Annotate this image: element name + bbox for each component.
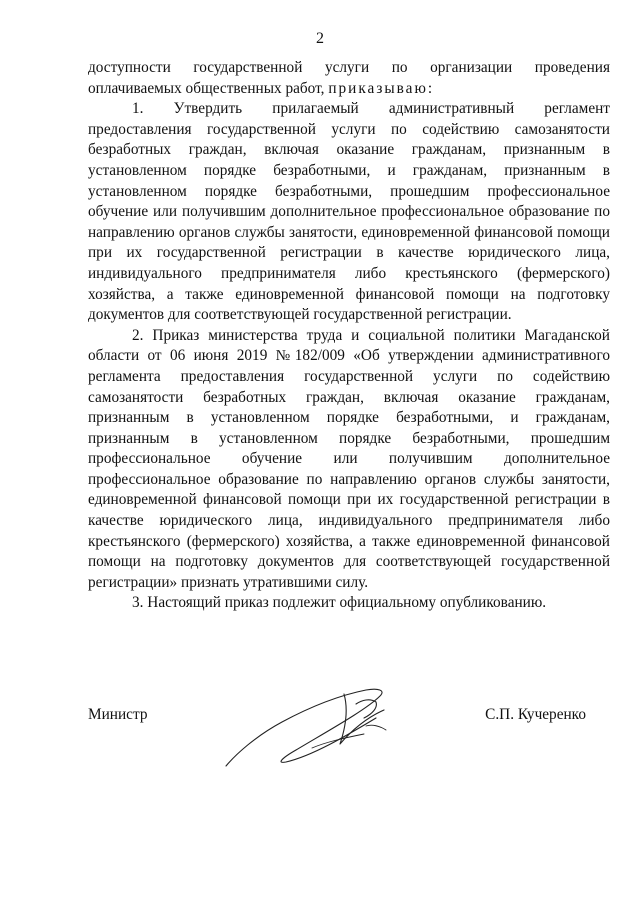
handwritten-signature bbox=[216, 684, 406, 774]
signature-block bbox=[88, 706, 610, 786]
paragraph-publication: 3. Настоящий приказ подлежит официальному опубликованию. bbox=[132, 594, 547, 612]
paragraph-approve-regulation: 1. Утвердить прилагаемый административный регламент предоставления государственной услуги по содействию самозанятости безработных граждан, включая оказание гражданам, признанным в установленном порядке безработными, и гражданам, признанным в установленном порядке безработными, прошедшим профессиональное обучение или получившим дополнительное профессиональное образование по направлению органов службы занятости, единовременной финансовой помощи при их государственной регистрации в качестве юридического лица, индивидуального предпринимателя либо крестьянского (фермерского) хозяйства, а также единовременной финансовой помощи на подготовку документов для соответствующей государственной регистрации. bbox=[88, 100, 610, 324]
lead-paragraph-text: доступности государственной услуги по организации проведения оплачиваемых общественных работ, bbox=[88, 59, 610, 97]
signer-position: Министр bbox=[88, 706, 148, 723]
order-keyword: приказываю: bbox=[328, 79, 435, 97]
lead-paragraph bbox=[88, 58, 610, 99]
page-number: 2 bbox=[316, 30, 324, 47]
document-body bbox=[88, 58, 610, 614]
paragraph-repeal-order: 2. Приказ министерства труда и социальной политики Магаданской области от 06 июня 2019 №182/009 «Об утверждении административного регламента предоставления государственной услуги по содействию самозанятости безработных граждан, включая оказание гражданам, признанным в установленном порядке безработными, и гражданам, признанным в установленном порядке безработными, прошедшим профессиональное обучение или получившим дополнительное профессиональное образование по направлению органов службы занятости, единовременной финансовой помощи при их государственной регистрации в качестве юридического лица, индивидуального предпринимателя либо крестьянского (фермерского) хозяйства, а также единовременной финансовой помощи на подготовку документов для соответствующей государственной регистрации» признать утратившими силу. bbox=[88, 326, 610, 591]
signer-name: С.П. Кучеренко bbox=[485, 706, 586, 723]
